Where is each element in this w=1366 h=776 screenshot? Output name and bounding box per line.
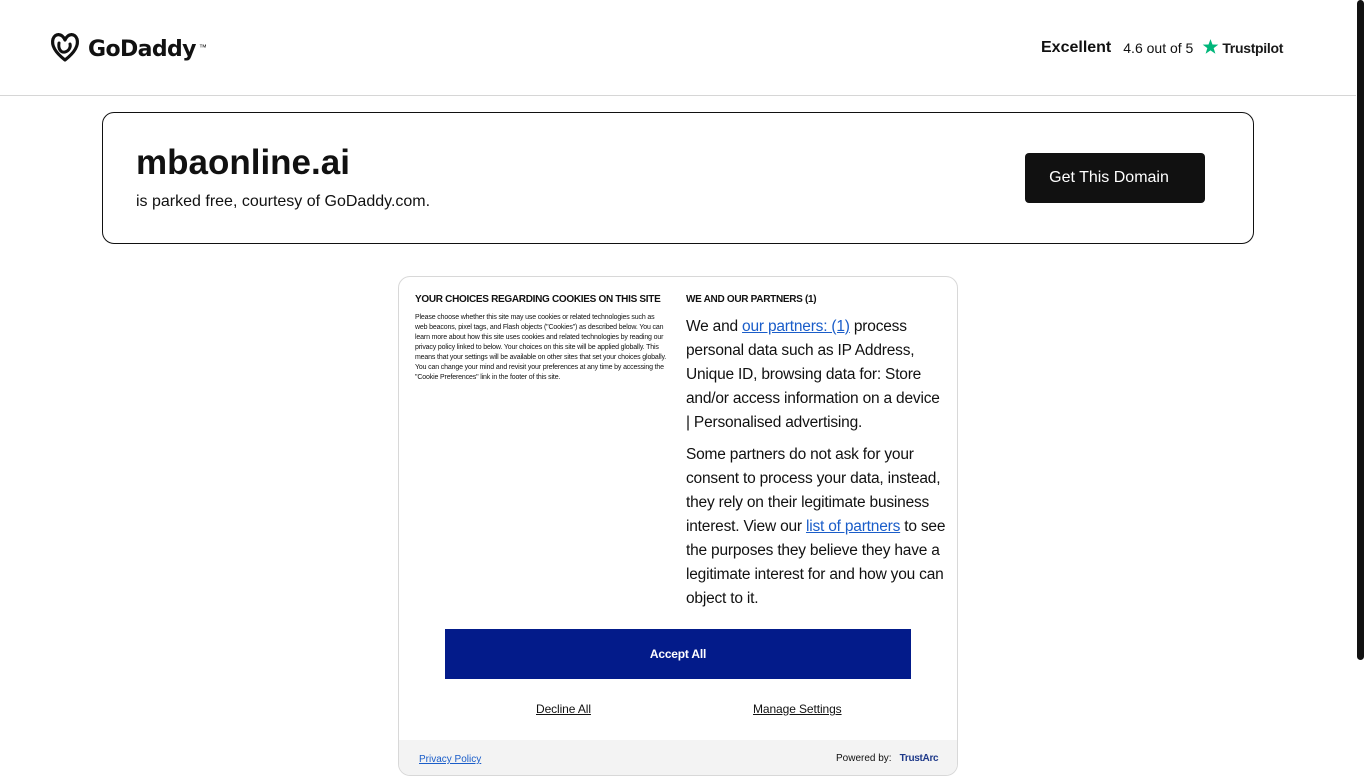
partners-section [686,294,946,611]
partners-title: WE AND OUR PARTNERS (1) [686,294,817,305]
our-partners-link[interactable]: our partners: (1) [742,318,850,335]
godaddy-logo-icon [48,31,82,68]
manage-settings-button[interactable]: Manage Settings [753,702,842,716]
get-this-domain-button[interactable]: Get This Domain [1025,153,1205,203]
godaddy-logo[interactable] [48,31,210,68]
domain-name: mbaonline.ai [136,143,350,182]
cookie-choices-text: Please choose whether this site may use cookies or related technologies such as web beacons, pixel tags, and Flash objects ("Cookies") as described below. You can learn more about how this site uses cookies and related technologies by reading our privacy policy linked to below. Your choices on this site will be applied globally. This means that your settings will be available on other sites that set your choices globally. You can change your mind and revisit your preferences at any time by accessing the "Cookie Preferences" link in the footer of this site. [415,314,667,381]
cookie-consent-dialog [398,276,958,776]
partners-text [686,315,946,611]
scrollbar-thumb[interactable] [1357,0,1364,660]
cookie-choices-title: YOUR CHOICES REGARDING COOKIES ON THIS SITE [415,294,661,305]
domain-subtitle: is parked free, courtesy of GoDaddy.com. [136,193,431,210]
trademark-mark: ™ [198,43,207,52]
accept-all-button[interactable]: Accept All [445,629,911,679]
trustpilot-star-icon [1202,38,1219,58]
consent-footer [399,740,957,776]
domain-card [102,112,1254,244]
trustpilot-rating[interactable] [1041,38,1283,58]
partners-p2-suffix: to see the purposes they believe they have a legitimate interest for and how you can object to it. [686,518,946,607]
privacy-policy-link[interactable]: Privacy Policy [419,754,482,765]
partners-p2-prefix: Some partners do not ask for your consent to process your data, instead, they rely on their legitimate business interest. View our [686,446,941,535]
list-of-partners-link[interactable]: list of partners [805,518,901,535]
powered-by-label: Powered by: [836,753,892,764]
trustpilot-label: Trustpilot [1222,40,1284,56]
partners-paragraph-2 [686,443,946,611]
partners-p1-suffix: process personal data such as IP Address, Unique ID, browsing data for: Store and/or access information on a device | Personalised advertising. [686,318,940,431]
site-header [0,0,1356,96]
trustarc-logo[interactable]: TrustArc [899,753,939,764]
page-scrollbar[interactable] [1357,0,1366,768]
powered-by [836,753,938,764]
cookie-choices-section [415,294,667,383]
godaddy-logo-text: GoDaddy [88,37,196,62]
rating-word: Excellent [1041,39,1112,56]
rating-score: 4.6 out of 5 [1123,40,1194,56]
trustpilot-logo [1202,38,1283,58]
partners-p1-prefix: We and [686,318,743,335]
partners-paragraph-1 [686,315,946,435]
decline-all-button[interactable]: Decline All [536,702,591,716]
